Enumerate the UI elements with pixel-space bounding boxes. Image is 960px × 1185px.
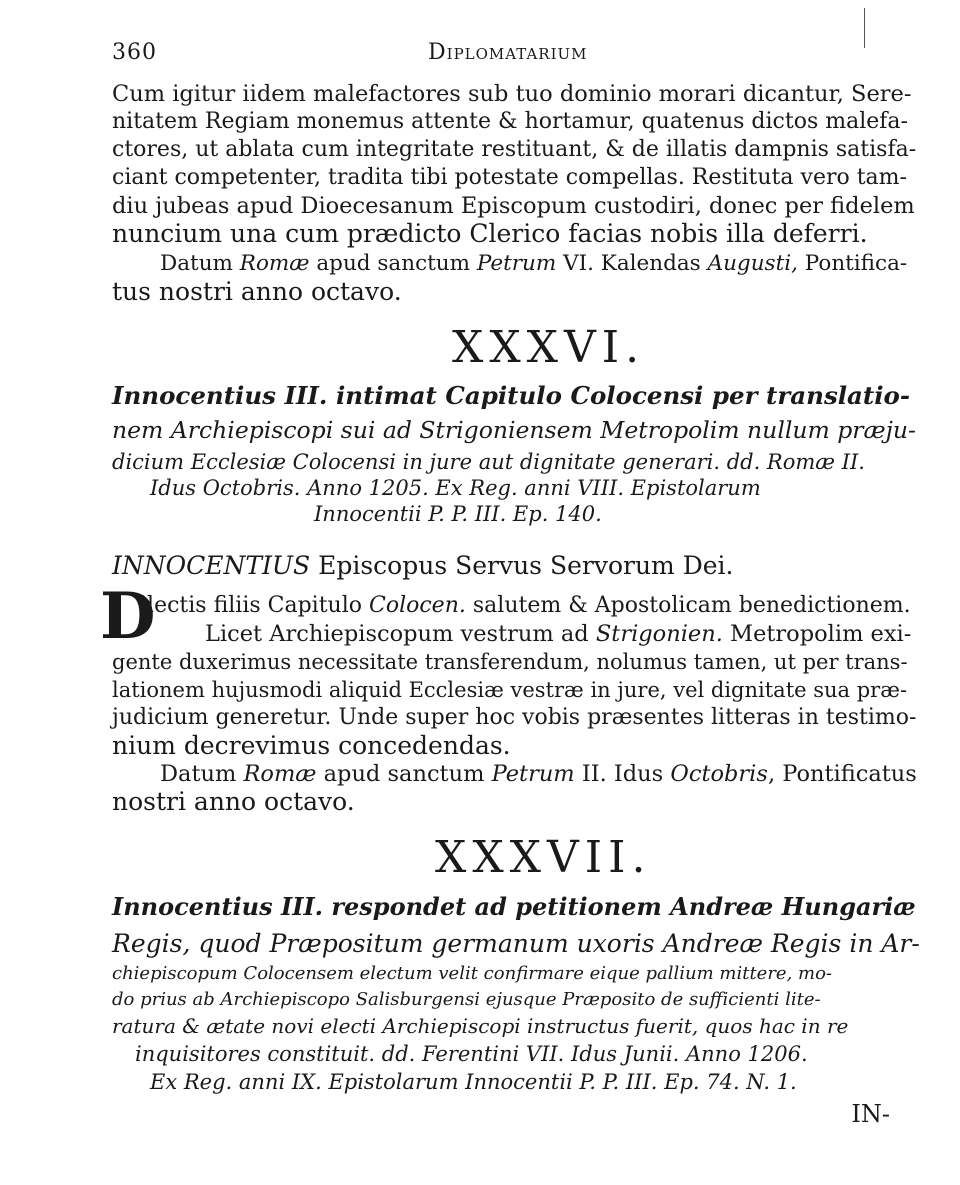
running-title: Diplomatarium <box>428 40 588 65</box>
summary-line: Innocentii P. P. III. Ep. 140. <box>314 502 602 526</box>
place-name: Petrum <box>476 251 557 276</box>
document-number: XXXVI. <box>452 322 646 373</box>
margin-mark <box>864 8 865 48</box>
summary-line: dicium Ecclesiæ Colocensi in jure aut dignitate generari. dd. Romæ II. <box>112 450 865 474</box>
page-number: 360 <box>112 40 157 65</box>
summary-line: Ex Reg. anni IX. Epistolarum Innocentii P. P. III. Ep. 74. N. 1. <box>150 1070 797 1094</box>
date-word: Datum <box>160 251 233 276</box>
summary-line: ratura & ætate novi electi Archiepiscopi instructus fuerit, quos hac in re <box>112 1014 849 1038</box>
text-run: ilectis filiis Capitulo <box>140 593 362 618</box>
summary-line: chiepiscopum Colocensem electum velit confirmare eique pallium mittere, mo- <box>112 963 833 984</box>
text-line: ctores, ut ablata cum integritate restituant, & de illatis dampnis satisfa- <box>112 137 917 162</box>
text-line: nitatem Regiam monemus attente & hortamur, quatenus dictos malefa- <box>112 109 908 134</box>
place-name: Romæ <box>239 251 310 276</box>
text-line <box>140 592 911 620</box>
date-line <box>160 760 917 788</box>
summary-line: Idus Octobris. Anno 1205. Ex Reg. anni VIII. Epistolarum <box>150 476 761 500</box>
date-word: Pontifica- <box>804 251 908 276</box>
pope-name: INNOCENTIUS <box>112 551 311 580</box>
drop-cap: D <box>100 579 156 654</box>
summary-line: Innocentius III. respondet ad petitionem Andreæ Hungariæ <box>112 892 916 921</box>
place-name: Romæ <box>243 761 317 787</box>
summary-line: do prius ab Archiepiscopo Salisburgensi ejusque Præposito de sufficienti lite- <box>112 989 821 1010</box>
text-line: ciant competenter, tradita tibi potestate compellas. Restituta vero tam- <box>112 165 907 190</box>
month-name: Octobris <box>670 761 768 787</box>
text-line: lationem hujusmodi aliquid Ecclesiæ vestræ in jure, vel dignitate sua præ- <box>112 678 908 702</box>
text-line: judicium generetur. Unde super hoc vobis præsentes litteras in testimo- <box>112 705 917 730</box>
text-run: Colocen. <box>369 593 466 618</box>
salutation-text: Episcopus Servus Servorum Dei. <box>318 551 734 580</box>
summary-line: nem Archiepiscopi sui ad Strigoniensem Metropolim nullum præju- <box>112 416 916 444</box>
text-line: gente duxerimus necessitate transferendum, nolumus tamen, ut per trans- <box>112 650 908 674</box>
text-run: Licet Archiepiscopum vestrum ad <box>205 621 589 647</box>
catchword: IN- <box>851 1100 890 1128</box>
text-line: nium decrevimus concedendas. <box>112 731 511 760</box>
document-number: XXXVII. <box>435 832 652 883</box>
date-line-end: tus nostri anno octavo. <box>112 277 402 306</box>
summary-line: inquisitores constituit. dd. Ferentini VII. Idus Junii. Anno 1206. <box>135 1042 808 1066</box>
text-run: Metropolim exi- <box>730 621 912 647</box>
summary-line: Regis, quod Præpositum germanum uxoris Andreæ Regis in Ar- <box>112 929 920 958</box>
date-word: Datum <box>160 761 237 787</box>
text-run: salutem & Apostolicam benedictionem. <box>472 593 911 618</box>
text-run: Strigonien. <box>595 621 723 647</box>
place-name: Petrum <box>491 761 575 787</box>
date-word: , Pontificatus <box>767 761 917 787</box>
date-line-end: nostri anno octavo. <box>112 787 355 816</box>
date-word: II. Idus <box>581 761 664 787</box>
month-name: Augusti, <box>707 251 798 276</box>
text-line: Cum igitur iidem malefactores sub tuo dominio morari dicantur, Sere- <box>112 81 912 107</box>
date-word: VI. Kalendas <box>563 251 701 276</box>
date-line <box>160 250 907 278</box>
text-line: diu jubeas apud Dioecesanum Episcopum custodiri, donec per fidelem <box>112 193 915 219</box>
date-word: apud sanctum <box>323 761 485 787</box>
date-word: apud sanctum <box>316 251 470 276</box>
salutation <box>112 552 734 580</box>
text-line <box>205 620 911 648</box>
summary-line: Innocentius III. intimat Capitulo Colocensi per translatio- <box>112 381 911 410</box>
text-line: nuncium una cum prædicto Clerico facias nobis illa deferri. <box>112 219 868 248</box>
